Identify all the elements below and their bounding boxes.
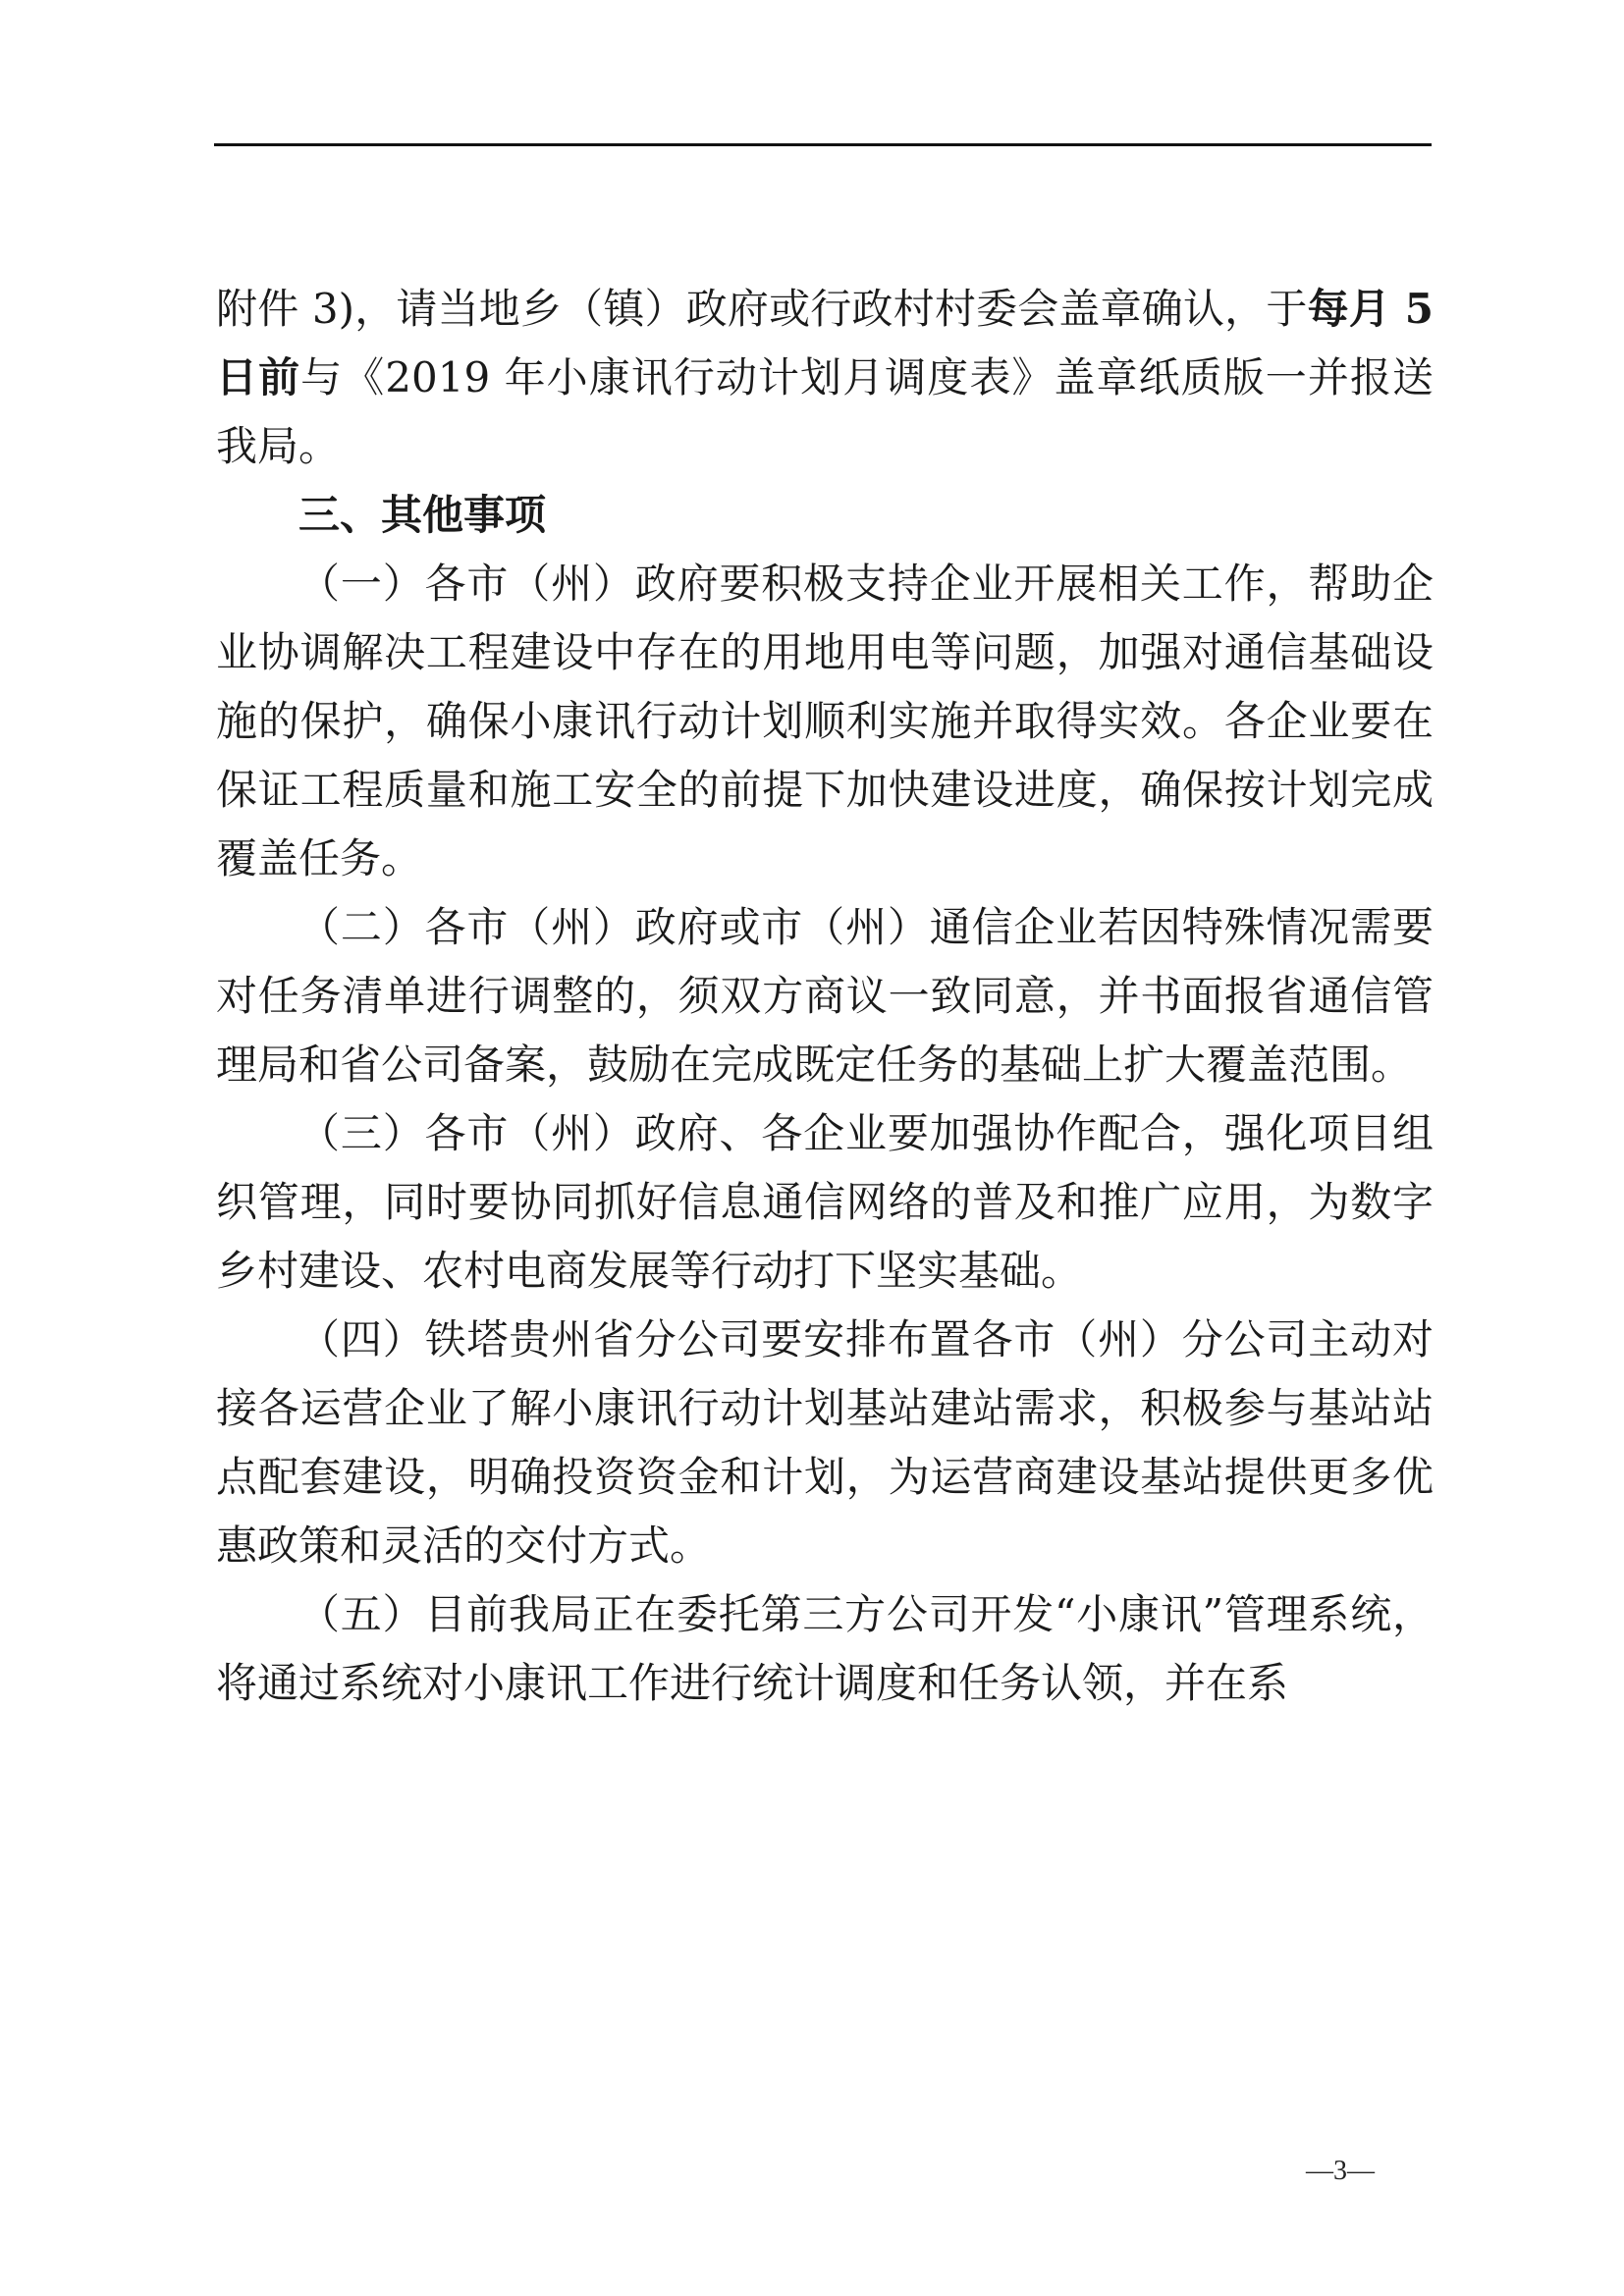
item-3-paragraph: （三）各市（州）政府、各企业要加强协作配合，强化项目组织管理，同时要协同抓好信息通信网络的普及和推广应用，为数字乡村建设、农村电商发展等行动打下坚实基础。 [216, 1109, 1434, 1295]
item-5-paragraph: （五）目前我局正在委托第三方公司开发“小康讯”管理系统，将通过系统对小康讯工作进行统计调度和任务认领，并在系 [216, 1590, 1434, 1707]
page-number: —3— [1306, 2156, 1375, 2186]
item-1-paragraph: （一）各市（州）政府要积极支持企业开展相关工作，帮助企业协调解决工程建设中存在的用地用电等问题，加强对通信基础设施的保护，确保小康讯行动计划顺利实施并取得实效。各企业要在保证工程质量和施工安全的前提下加快建设进度，确保按计划完成覆盖任务。 [216, 560, 1434, 882]
deadline-bold-text: 每月 5 日前 [216, 285, 1434, 401]
item-2-paragraph: （二）各市（州）政府或市（州）通信企业若因特殊情况需要对任务清单进行调整的，须双方商议一致同意，并书面报省通信管理局和省公司备案，鼓励在完成既定任务的基础上扩大覆盖范围。 [216, 903, 1434, 1089]
intro-paragraph [216, 275, 1434, 481]
document-body [216, 275, 1434, 1718]
header-rule [214, 143, 1432, 146]
item-4-paragraph: （四）铁塔贵州省分公司要安排布置各市（州）分公司主动对接各运营企业了解小康讯行动计划基站建站需求，积极参与基站站点配套建设，明确投资资金和计划，为运营商建设基站提供更多优惠政策和灵活的交付方式。 [216, 1315, 1434, 1570]
intro-text-a: 附件 3)，请当地乡（镇）政府或行政村村委会盖章确认，于 [216, 285, 1308, 333]
intro-text-b: 与《2019 年小康讯行动计划月调度表》盖章纸质版一并报送我局。 [216, 353, 1434, 470]
section-heading: 三、其他事项 [298, 491, 547, 539]
